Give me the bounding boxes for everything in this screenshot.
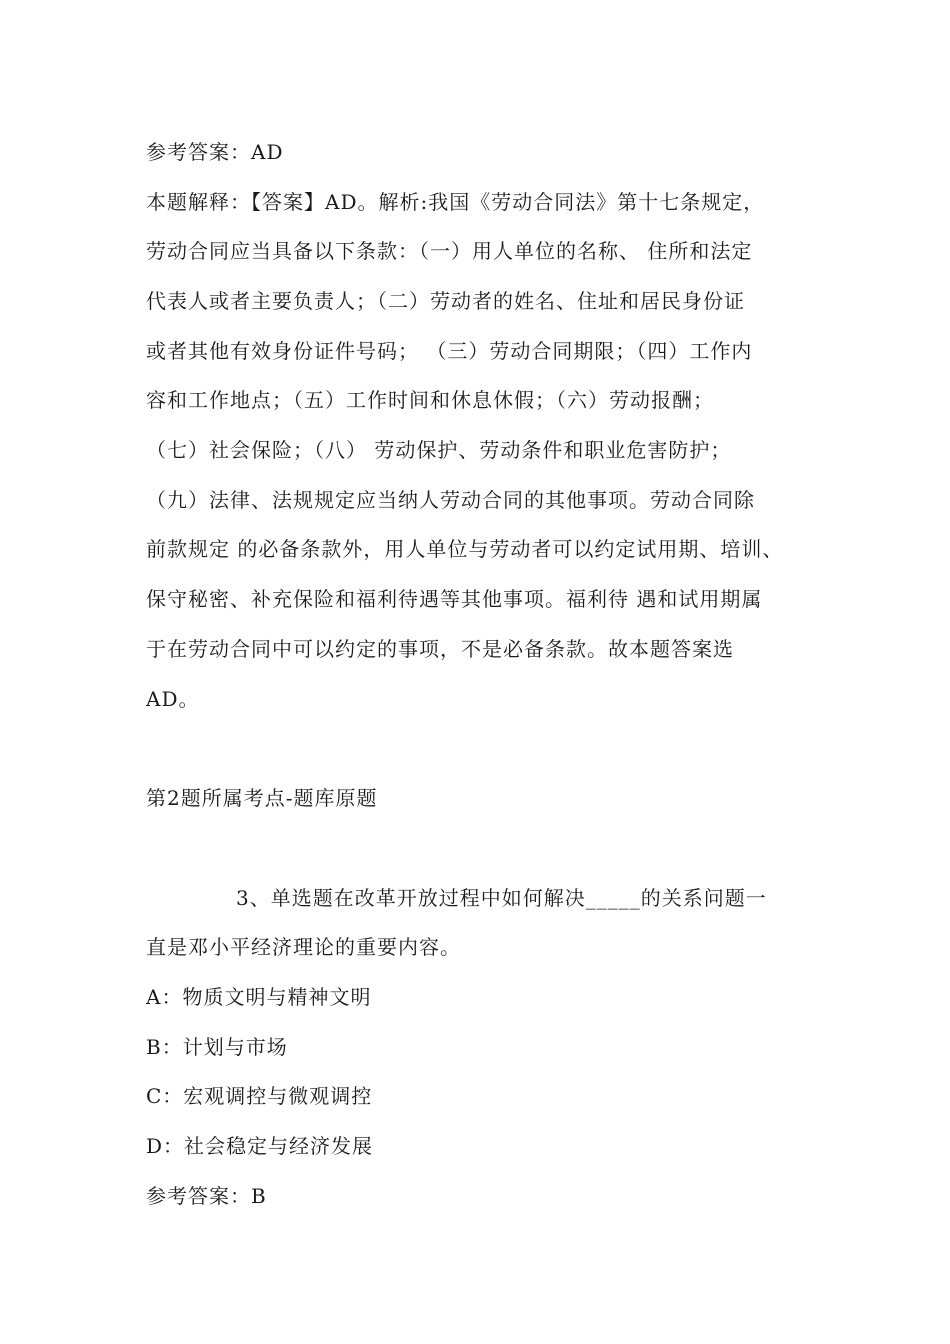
q1-explanation-line-11: AD。 [146,687,200,711]
q1-answer: 参考答案：AD [146,140,284,164]
q1-explanation-line-6: （七）社会保险；（八） 劳动保护、劳动条件和职业危害防护； [146,438,732,462]
q3-question-line-1: 3、单选题在改革开放过程中如何解决_____的关系问题一 [236,886,767,910]
q1-explanation-line-5: 容和工作地点；（五）工作时间和休息休假；（六）劳动报酬； [146,388,714,412]
q1-explanation-line-8: 前款规定 的必备条款外，用人单位与劳动者可以约定试用期、培训、 [146,537,784,561]
q1-explanation-line-7: （九）法律、法规规定应当纳人劳动合同的其他事项。劳动合同除 [146,488,755,512]
q3-answer: 参考答案：B [146,1184,267,1208]
q1-explanation-line-4: 或者其他有效身份证件号码； （三）劳动合同期限；（四）工作内 [146,339,753,363]
q3-question-line-2: 直是邓小平经济理论的重要内容。 [146,935,461,959]
q1-explanation-line-3: 代表人或者主要负责人；（二）劳动者的姓名、住址和居民身份证 [146,289,745,313]
q1-explanation-line-1: 本题解释：【答案】AD。解析:我国《劳动合同法》第十七条规定， [146,190,765,214]
q3-option-d: D：社会稳定与经济发展 [146,1134,374,1158]
q1-explanation-line-2: 劳动合同应当具备以下条款：（一）用人单位的名称、 住所和法定 [146,239,753,263]
q1-explanation-line-10: 于在劳动合同中可以约定的事项，不是必备条款。故本题答案选 [146,637,734,661]
q3-option-a: A：物质文明与精神文明 [146,985,372,1009]
q2-topic: 第2题所属考点-题库原题 [146,786,378,810]
q3-option-c: C：宏观调控与微观调控 [146,1084,373,1108]
q3-option-b: B：计划与市场 [146,1035,288,1059]
q1-explanation-line-9: 保守秘密、补充保险和福利待遇等其他事项。福利待 遇和试用期属 [146,587,763,611]
